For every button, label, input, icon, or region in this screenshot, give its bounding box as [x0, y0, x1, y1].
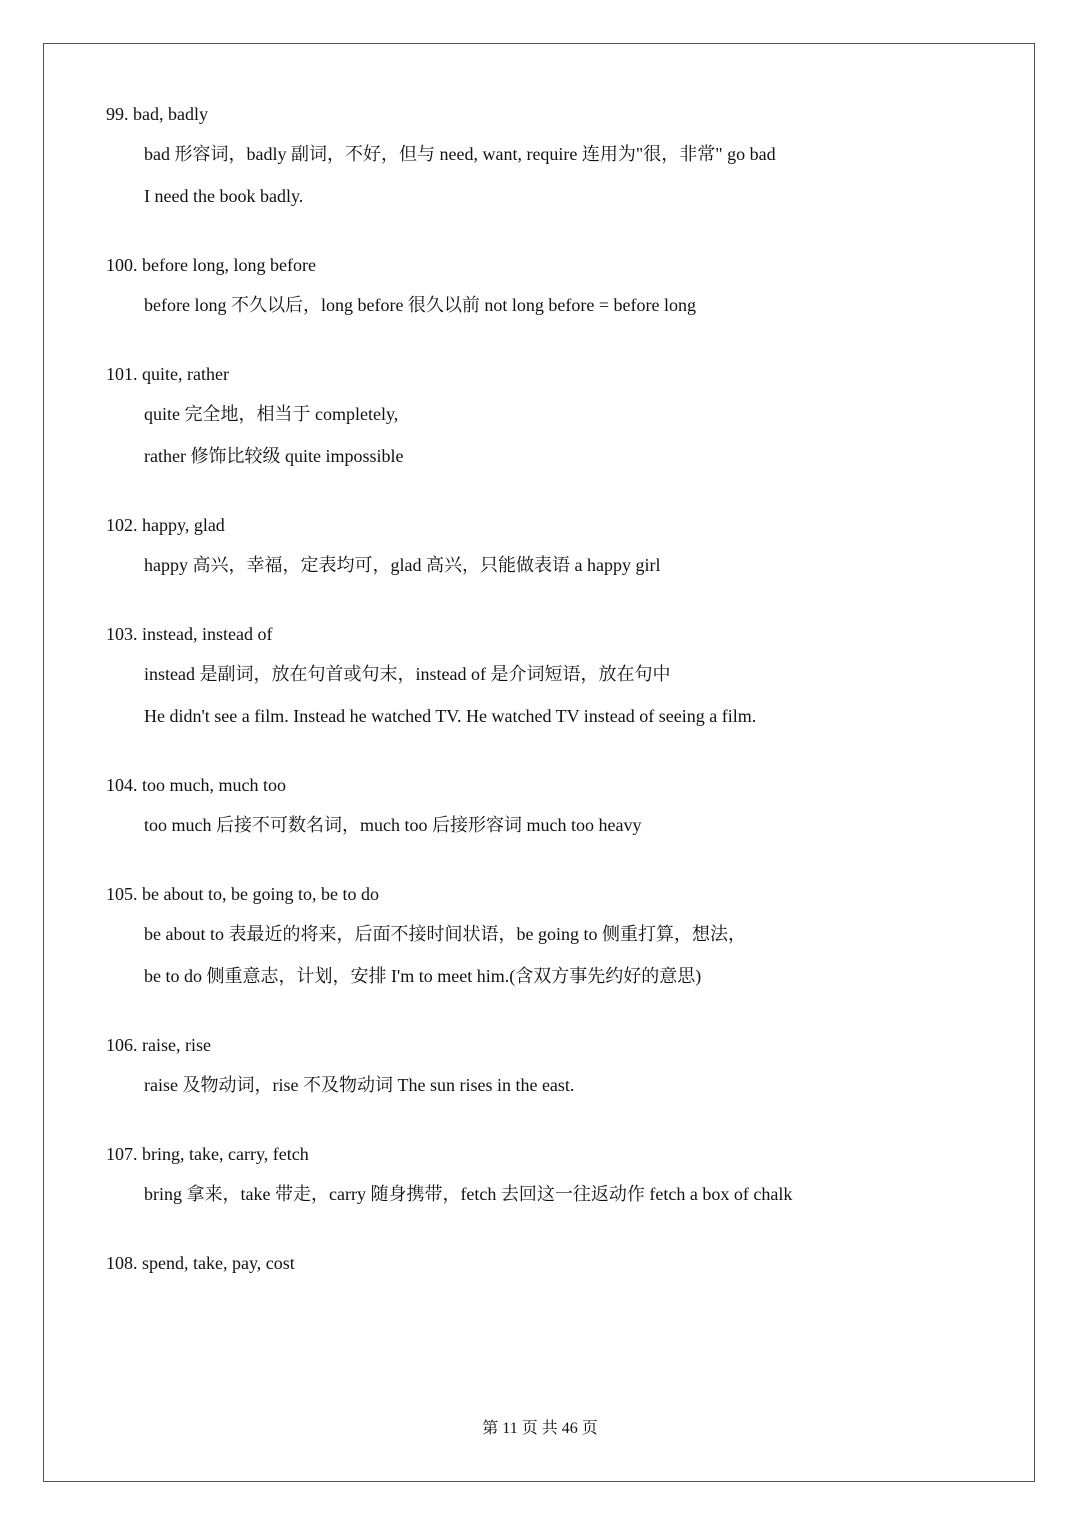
- entry-line: He didn't see a film. Instead he watched TV. He watched TV instead of seeing a film.: [144, 706, 757, 726]
- entry-line: be about to 表最近的将来，后面不接时间状语，be going to 侧重打算，想法，: [144, 924, 746, 944]
- entry-line: quite 完全地，相当于 completely,: [144, 404, 399, 424]
- entry-line: I need the book badly.: [144, 186, 304, 206]
- list-item: [106, 1029, 986, 1102]
- entry-title: 105. be about to, be going to, be to do: [106, 884, 379, 904]
- entry-title: 107. bring, take, carry, fetch: [106, 1144, 309, 1164]
- entry-title: 103. instead, instead of: [106, 624, 273, 644]
- list-item: [106, 769, 986, 842]
- entry-line: instead 是副词，放在句首或句末，instead of 是介词短语，放在句中: [144, 664, 671, 684]
- entry-title: 104. too much, much too: [106, 775, 286, 795]
- list-item: [106, 509, 986, 582]
- entry-line: rather 修饰比较级 quite impossible: [144, 446, 404, 466]
- page-number-footer: 第 11 页 共 46 页: [482, 1420, 598, 1437]
- entry-line: be to do 侧重意志，计划，安排 I'm to meet him.(含双方事先约好的意思): [144, 966, 702, 986]
- entry-title: 99. bad, badly: [106, 104, 208, 124]
- entry-line: raise 及物动词，rise 不及物动词 The sun rises in the east.: [144, 1075, 575, 1095]
- list-item: [106, 1138, 986, 1211]
- entry-title: 101. quite, rather: [106, 364, 229, 384]
- list-item: [106, 878, 986, 993]
- list-item: [106, 98, 986, 213]
- entry-line: happy 高兴，幸福，定表均可，glad 高兴，只能做表语 a happy girl: [144, 555, 661, 575]
- list-item: [106, 1247, 986, 1280]
- entry-line: too much 后接不可数名词，much too 后接形容词 much too heavy: [144, 815, 642, 835]
- entry-title: 100. before long, long before: [106, 255, 316, 275]
- entry-line: bad 形容词，badly 副词，不好，但与 need, want, require 连用为"很，非常" go bad: [144, 144, 776, 164]
- list-item: [106, 618, 986, 733]
- list-item: [106, 249, 986, 322]
- entry-line: before long 不久以后，long before 很久以前 not long before = before long: [144, 295, 697, 315]
- entry-line: bring 拿来，take 带走，carry 随身携带，fetch 去回这一往返动作 fetch a box of chalk: [144, 1184, 793, 1204]
- entry-title: 108. spend, take, pay, cost: [106, 1253, 295, 1273]
- list-item: [106, 358, 986, 473]
- entry-title: 102. happy, glad: [106, 515, 225, 535]
- vocabulary-list: [106, 98, 986, 1316]
- entry-title: 106. raise, rise: [106, 1035, 211, 1055]
